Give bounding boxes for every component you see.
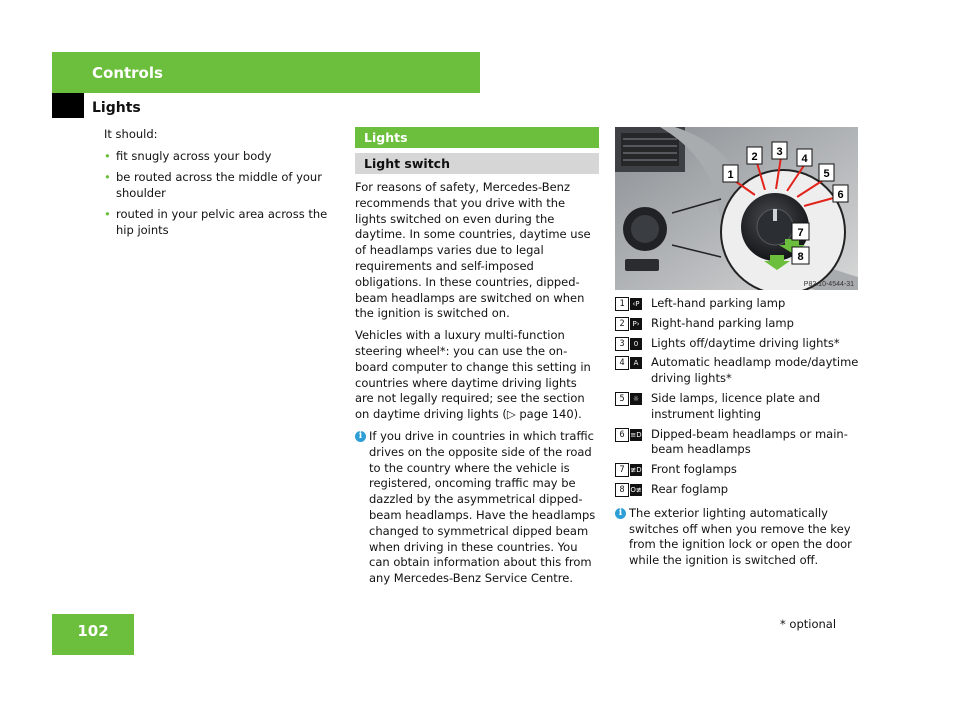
legend-label: Dipped-beam headlamps or main-beam headlamps bbox=[651, 426, 848, 457]
rear-foglamp-icon: O≢ bbox=[630, 485, 642, 494]
light-switch-photo bbox=[615, 127, 858, 290]
info-text: The exterior lighting automatically switches off when you remove the key from the ignition lock or open the door while the ignition is switched off. bbox=[629, 505, 852, 568]
legend-item bbox=[615, 296, 861, 312]
front-foglamp-icon: ≢D bbox=[630, 466, 642, 475]
photo-callout: 4 bbox=[801, 153, 808, 165]
legend-number: 7 bbox=[615, 463, 629, 477]
legend-label: Lights off/daytime driving lights* bbox=[651, 335, 840, 350]
legend-item bbox=[615, 336, 861, 352]
info-icon: i bbox=[355, 431, 366, 442]
subsection-marker bbox=[52, 93, 84, 118]
legend-item bbox=[615, 462, 861, 478]
legend-number: 2 bbox=[615, 317, 629, 331]
legend-label: Front foglamps bbox=[651, 462, 737, 477]
section-title: Controls bbox=[92, 64, 163, 82]
photo-callout: 3 bbox=[776, 146, 783, 158]
legend-label: Rear foglamp bbox=[651, 481, 729, 496]
subsection-title: Lights bbox=[92, 100, 141, 116]
info-icon: i bbox=[615, 508, 626, 519]
photo-code: P82.10-4544-31 bbox=[803, 281, 854, 288]
paragraph: Vehicles with a luxury multi-function steering wheel*: you can use the on-board computer to change this setting in countries where daytime driving lights are not legally required; see the section on daytime driving lights (▷ page 140). bbox=[355, 328, 591, 422]
light-switch-illustration bbox=[615, 127, 858, 290]
legend-number: 1 bbox=[615, 297, 629, 311]
photo-callout: 2 bbox=[751, 151, 758, 163]
legend-item bbox=[615, 391, 861, 423]
bullet-item: • routed in your pelvic area across the hip joints bbox=[104, 207, 344, 238]
legend-item bbox=[615, 482, 861, 498]
legend-number: 3 bbox=[615, 337, 629, 351]
dipped-beam-icon: ≡D bbox=[630, 430, 642, 439]
legend-number: 6 bbox=[615, 428, 629, 442]
legend-number: 4 bbox=[615, 356, 629, 370]
info-note bbox=[355, 429, 599, 587]
left-parking-lamp-icon: ‹P bbox=[630, 298, 642, 310]
light-switch-subheading: Light switch bbox=[355, 153, 599, 174]
legend-number: 5 bbox=[615, 392, 629, 406]
legend-label: Left-hand parking lamp bbox=[651, 296, 786, 310]
intro-text: It should: bbox=[104, 127, 158, 141]
legend-number: 8 bbox=[615, 483, 629, 497]
footnote: * optional bbox=[780, 617, 837, 631]
photo-callout: 1 bbox=[727, 169, 734, 181]
photo-callout: 6 bbox=[837, 189, 844, 201]
auto-headlamp-icon: A bbox=[630, 357, 642, 369]
legend-item bbox=[615, 427, 861, 459]
lights-off-icon: 0 bbox=[630, 338, 642, 350]
legend-label: Side lamps, licence plate and instrument lighting bbox=[651, 390, 821, 421]
side-lamps-icon: ☼ bbox=[630, 393, 642, 405]
left-column bbox=[104, 127, 344, 238]
middle-column bbox=[355, 127, 599, 587]
bullet-item: • be routed across the middle of your shoulder bbox=[104, 170, 344, 201]
right-parking-lamp-icon: P› bbox=[630, 318, 642, 330]
photo-callout: 7 bbox=[797, 227, 804, 239]
legend-label: Automatic headlamp mode/daytime driving lights* bbox=[651, 355, 859, 386]
info-text: If you drive in countries in which traffic drives on the opposite side of the road to the country where the vehicle is registered, oncoming traffic may be dazzled by the asymmetrical dipped-beam headlamps. Have the headlamps changed to symmetrical dipped beam when driving in these countries. You can obtain information about this from any Mercedes-Benz Service Centre. bbox=[369, 428, 596, 586]
paragraph: For reasons of safety, Mercedes-Benz recommends that you drive with the lights switched on even during the daytime. In some countries, daytime use of headlamps varies due to legal requirements and self-imposed obligations. In these countries, dipped-beam headlamps are switched on when the ignition is switched on. bbox=[355, 180, 591, 321]
bullet-item: • fit snugly across your body bbox=[104, 149, 344, 165]
legend-item bbox=[615, 316, 861, 332]
lights-section-bar: Lights bbox=[355, 127, 599, 148]
info-note bbox=[615, 506, 861, 569]
legend-label: Right-hand parking lamp bbox=[651, 315, 794, 330]
photo-callout: 5 bbox=[823, 168, 830, 180]
legend-list bbox=[615, 296, 861, 569]
photo-callout: 8 bbox=[797, 251, 804, 263]
page-number: 102 bbox=[77, 622, 109, 640]
legend-item bbox=[615, 355, 861, 387]
